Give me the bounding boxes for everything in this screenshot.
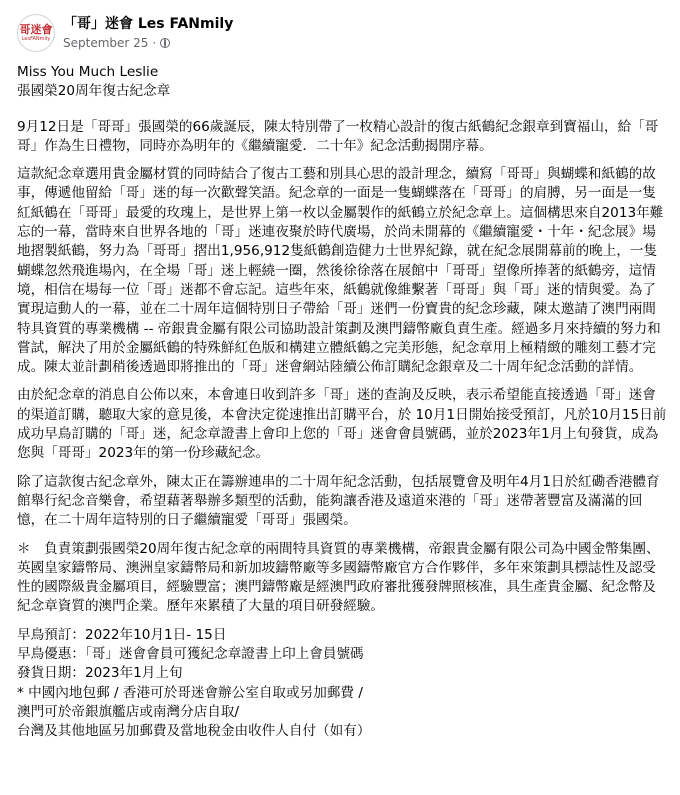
- post-paragraph-1: 9月12日是「哥哥」張國榮的66歲誕辰，陳太特別帶了一枚精心設計的復古紙鶴紀念銀章到寶福山，給「哥哥」作為生日禮物，同時亦為明年的《繼續寵愛．二十年》紀念活動揭開序幕。: [17, 118, 659, 154]
- globe-icon[interactable]: [160, 38, 170, 48]
- post-meta: [63, 15, 233, 51]
- post-title: Miss You Much Leslie 張國榮20周年復古紀念章: [17, 64, 171, 100]
- separator-dot: ·: [152, 36, 157, 50]
- post-paragraph-3: 由於紀念章的消息自公佈以來，本會連日收到許多「哥」迷的查詢及反映，表示希望能直接透過「哥」迷會的渠道訂購，聽取大家的意見後，本會決定從速推出訂購平台，於 10月1日開始接受預訂，凡於10月15日前成功早鳥訂購的「哥」迷，紀念章證書上會印上您的「哥」迷會會員號碼，並於2023年1月上旬發貨，成為您與「哥哥」2023年的第一份珍藏紀念。: [17, 387, 667, 462]
- page-avatar[interactable]: [17, 14, 55, 52]
- post-header: [17, 11, 233, 55]
- avatar-logo-text: 哥迷會: [19, 23, 53, 36]
- avatar-logo-subtext: LesFANmily: [21, 36, 51, 42]
- post-footnote: ＊ 負責策劃張國榮20周年復古紀念章的兩間特具資質的專業機構，帝銀貴金屬有限公司為中國金幣集團、英國皇家鑄幣局、澳洲皇家鑄幣局和新加坡鑄幣廠等多國鑄幣廠官方合作夥伴，多年來策劃具標誌性及認受性的國際級貴金屬項目，經驗豐富；澳門鑄幣廠是經澳門政府審批獲發牌照核准，具生產貴金屬、紀念幣及紀念章資質的澳門企業。歷年來累積了大量的項目研發經驗。: [17, 540, 660, 615]
- page-name-link[interactable]: 「哥」迷會 Les FANmily: [63, 16, 234, 32]
- order-details: 早鳥預訂：2022年10月1日- 15日 早鳥優惠：「哥」迷會會員可獲紀念章證書上印上會員號碼 發貨日期：2023年1月上旬 * 中國內地包郵 / 香港可於哥迷會辦公室自取或另加郵費 / 澳門可於帝銀旗艦店或南灣分店自取/ 台灣及其他地區另加郵費及當地稅金由收件人自付（如有）: [17, 626, 371, 740]
- post-paragraph-2: 這款紀念章選用貴金屬材質的同時結合了復古工藝和別具心思的設計理念，續寫「哥哥」與蝴蝶和紙鶴的故事，傳遞他留給「哥」迷的每一次歡聲笑語。紀念章的一面是一隻蝴蝶落在「哥哥」的肩膊，另一面是一隻紅紙鶴在「哥哥」最愛的玫瑰上，是世界上第一枚以金屬製作的紙鶴立於紀念章上。這個構思來自2013年難忘的一幕，當時來自世界各地的「哥」迷連夜聚於時代廣場，於尚未開幕的《繼續寵愛・十年・紀念展》場地摺製紙鶴，努力為「哥哥」摺出1,956,912隻紙鶴創造健力士世界紀錄，就在紀念展開幕前的晚上，一隻蝴蝶忽然飛進場內，在全場「哥」迷上輕繞一圈，然後徐徐落在展館中「哥哥」望像所捧著的紙鶴旁，這情境，相信在場每一位「哥」迷都不會忘記。這些年來，紙鶴就像維繫著「哥哥」與「哥」迷的情與愛。為了實現這動人的一幕，並在二十周年這個特別日子帶給「哥」迷們一份寶貴的紀念珍藏，陳太邀請了澳門兩間特具資質的專業機構 -- 帝銀貴金屬有限公司協助設計策劃及澳門鑄幣廠負責生產。經過多月來持續的努力和嘗試，解決了用於金屬紙鶴的特殊鮮紅色版和構建立體紙鶴之完美形態，紀念章用上極精緻的雕刻工藝才完成。陳太並計劃稍後透過即將推出的「哥」迷會網站陸續公佈訂購紀念銀章及二十周年紀念活動的詳情。: [17, 166, 664, 376]
- post-date-link[interactable]: September 25: [63, 36, 149, 50]
- post-paragraph-4: 除了這款復古紀念章外，陳太正在籌辦連串的二十周年紀念活動，包括展覽會及明年4月1日於紅磡香港體育館舉行紀念音樂會，希望藉著舉辦多類型的活動，能夠讓香港及遠道來港的「哥」迷帶著豐富及滿滿的回憶，在二十周年這特別的日子繼續寵愛「哥哥」張國榮。: [17, 473, 660, 529]
- post-body: [17, 63, 667, 742]
- post-sub-line: [63, 35, 233, 51]
